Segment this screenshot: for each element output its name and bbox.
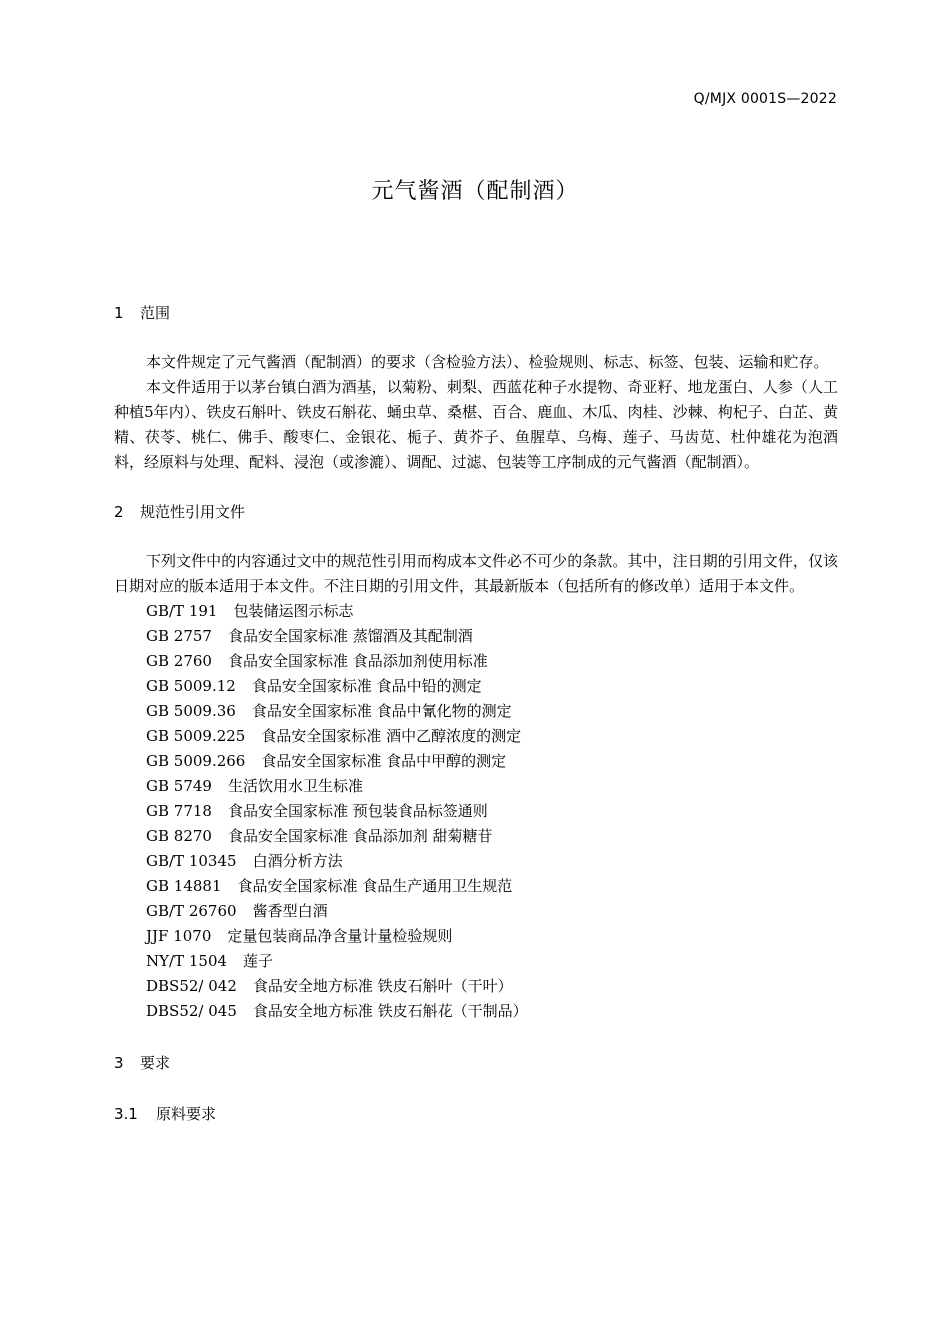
section-title: 规范性引用文件 [140,503,246,521]
section-title: 要求 [140,1054,171,1072]
reference-code: GB 2757 [146,627,212,645]
reference-title: 食品安全国家标准 食品中氰化物的测定 [251,702,512,720]
reference-code: GB 14881 [146,877,222,895]
reference-code: GB 8270 [146,827,212,845]
reference-item [114,974,838,999]
section-number: 1 [114,304,124,322]
reference-item [114,824,838,849]
reference-title: 定量包装商品净含量计量检验规则 [227,927,453,945]
subsection-heading-raw-materials [114,1101,838,1127]
reference-item [114,774,838,799]
reference-code: DBS52/ 042 [146,977,237,995]
section-heading-requirements [114,1050,838,1076]
reference-title: 包装储运图示标志 [233,602,354,620]
reference-code: JJF 1070 [146,927,212,945]
subsection-title: 原料要求 [156,1105,217,1123]
reference-title: 食品安全国家标准 预包装食品标签通则 [227,802,488,820]
reference-title: 食品安全地方标准 铁皮石斛花（干制品） [252,1002,528,1020]
reference-title: 食品安全国家标准 食品添加剂使用标准 [227,652,488,670]
reference-code: GB 5009.266 [146,752,246,770]
reference-item [114,799,838,824]
document-code: Q/MJX 0001S—2022 [693,91,837,107]
reference-title: 白酒分析方法 [252,852,343,870]
reference-item [114,924,838,949]
reference-code: GB/T 10345 [146,852,237,870]
scope-paragraph: 本文件适用于以茅台镇白酒为酒基，以菊粉、刺梨、西蓝花种子水提物、奇亚籽、地龙蛋白、人参（人工种植5年内）、铁皮石斛叶、铁皮石斛花、蛹虫草、桑椹、百合、鹿血、木瓜、肉桂、沙棘、枸杞子、白芷、黄精、茯苓、桃仁、佛手、酸枣仁、金银花、栀子、黄芥子、鱼腥草、乌梅、莲子、马齿苋、杜仲雄花为泡酒料，经原料与处理、配料、浸泡（或渗漉）、调配、过滤、包装等工序制成的元气酱酒（配制酒）。 [114,378,838,471]
reference-code: GB/T 26760 [146,902,237,920]
reference-code: GB 7718 [146,802,212,820]
section-number: 3 [114,1054,124,1072]
reference-item [114,649,838,674]
reference-title: 食品安全国家标准 食品中铅的测定 [251,677,482,695]
reference-title: 食品安全地方标准 铁皮石斛叶（干叶） [252,977,513,995]
reference-item [114,874,838,899]
reference-code: GB/T 191 [146,602,218,620]
document-title: 元气酱酒（配制酒） [371,179,579,204]
reference-title: 莲子 [243,952,274,970]
document-body [114,300,838,1127]
reference-code: GB 2760 [146,652,212,670]
reference-code: GB 5009.12 [146,677,236,695]
section-number: 2 [114,503,124,521]
reference-title: 酱香型白酒 [252,902,328,920]
reference-item [114,749,838,774]
reference-title: 食品安全国家标准 蒸馏酒及其配制酒 [227,627,473,645]
scope-paragraph: 本文件规定了元气酱酒（配制酒）的要求（含检验方法）、检验规则、标志、标签、包装、运输和贮存。 [146,353,829,371]
reference-title: 食品安全国家标准 食品添加剂 甜菊糖苷 [227,827,493,845]
reference-list [114,599,838,1024]
reference-title: 食品安全国家标准 酒中乙醇浓度的测定 [261,727,522,745]
reference-item [114,699,838,724]
references-intro: 下列文件中的内容通过文中的规范性引用而构成本文件必不可少的条款。其中，注日期的引用文件，仅该日期对应的版本适用于本文件。不注日期的引用文件，其最新版本（包括所有的修改单）适用于本文件。 [114,552,838,595]
reference-code: NY/T 1504 [146,952,228,970]
reference-code: GB 5009.36 [146,702,236,720]
reference-item [114,899,838,924]
reference-code: DBS52/ 045 [146,1002,237,1020]
reference-item [114,674,838,699]
section-heading-scope [114,300,838,326]
reference-code: GB 5009.225 [146,727,246,745]
reference-item [114,624,838,649]
reference-title: 生活饮用水卫生标准 [227,777,363,795]
reference-item [114,999,838,1024]
subsection-number: 3.1 [114,1105,138,1123]
reference-item [114,599,838,624]
reference-item [114,949,838,974]
reference-title: 食品安全国家标准 食品中甲醇的测定 [261,752,507,770]
reference-item [114,849,838,874]
section-heading-normative-references [114,499,838,525]
reference-title: 食品安全国家标准 食品生产通用卫生规范 [237,877,513,895]
reference-code: GB 5749 [146,777,212,795]
reference-item [114,724,838,749]
section-title: 范围 [140,304,171,322]
